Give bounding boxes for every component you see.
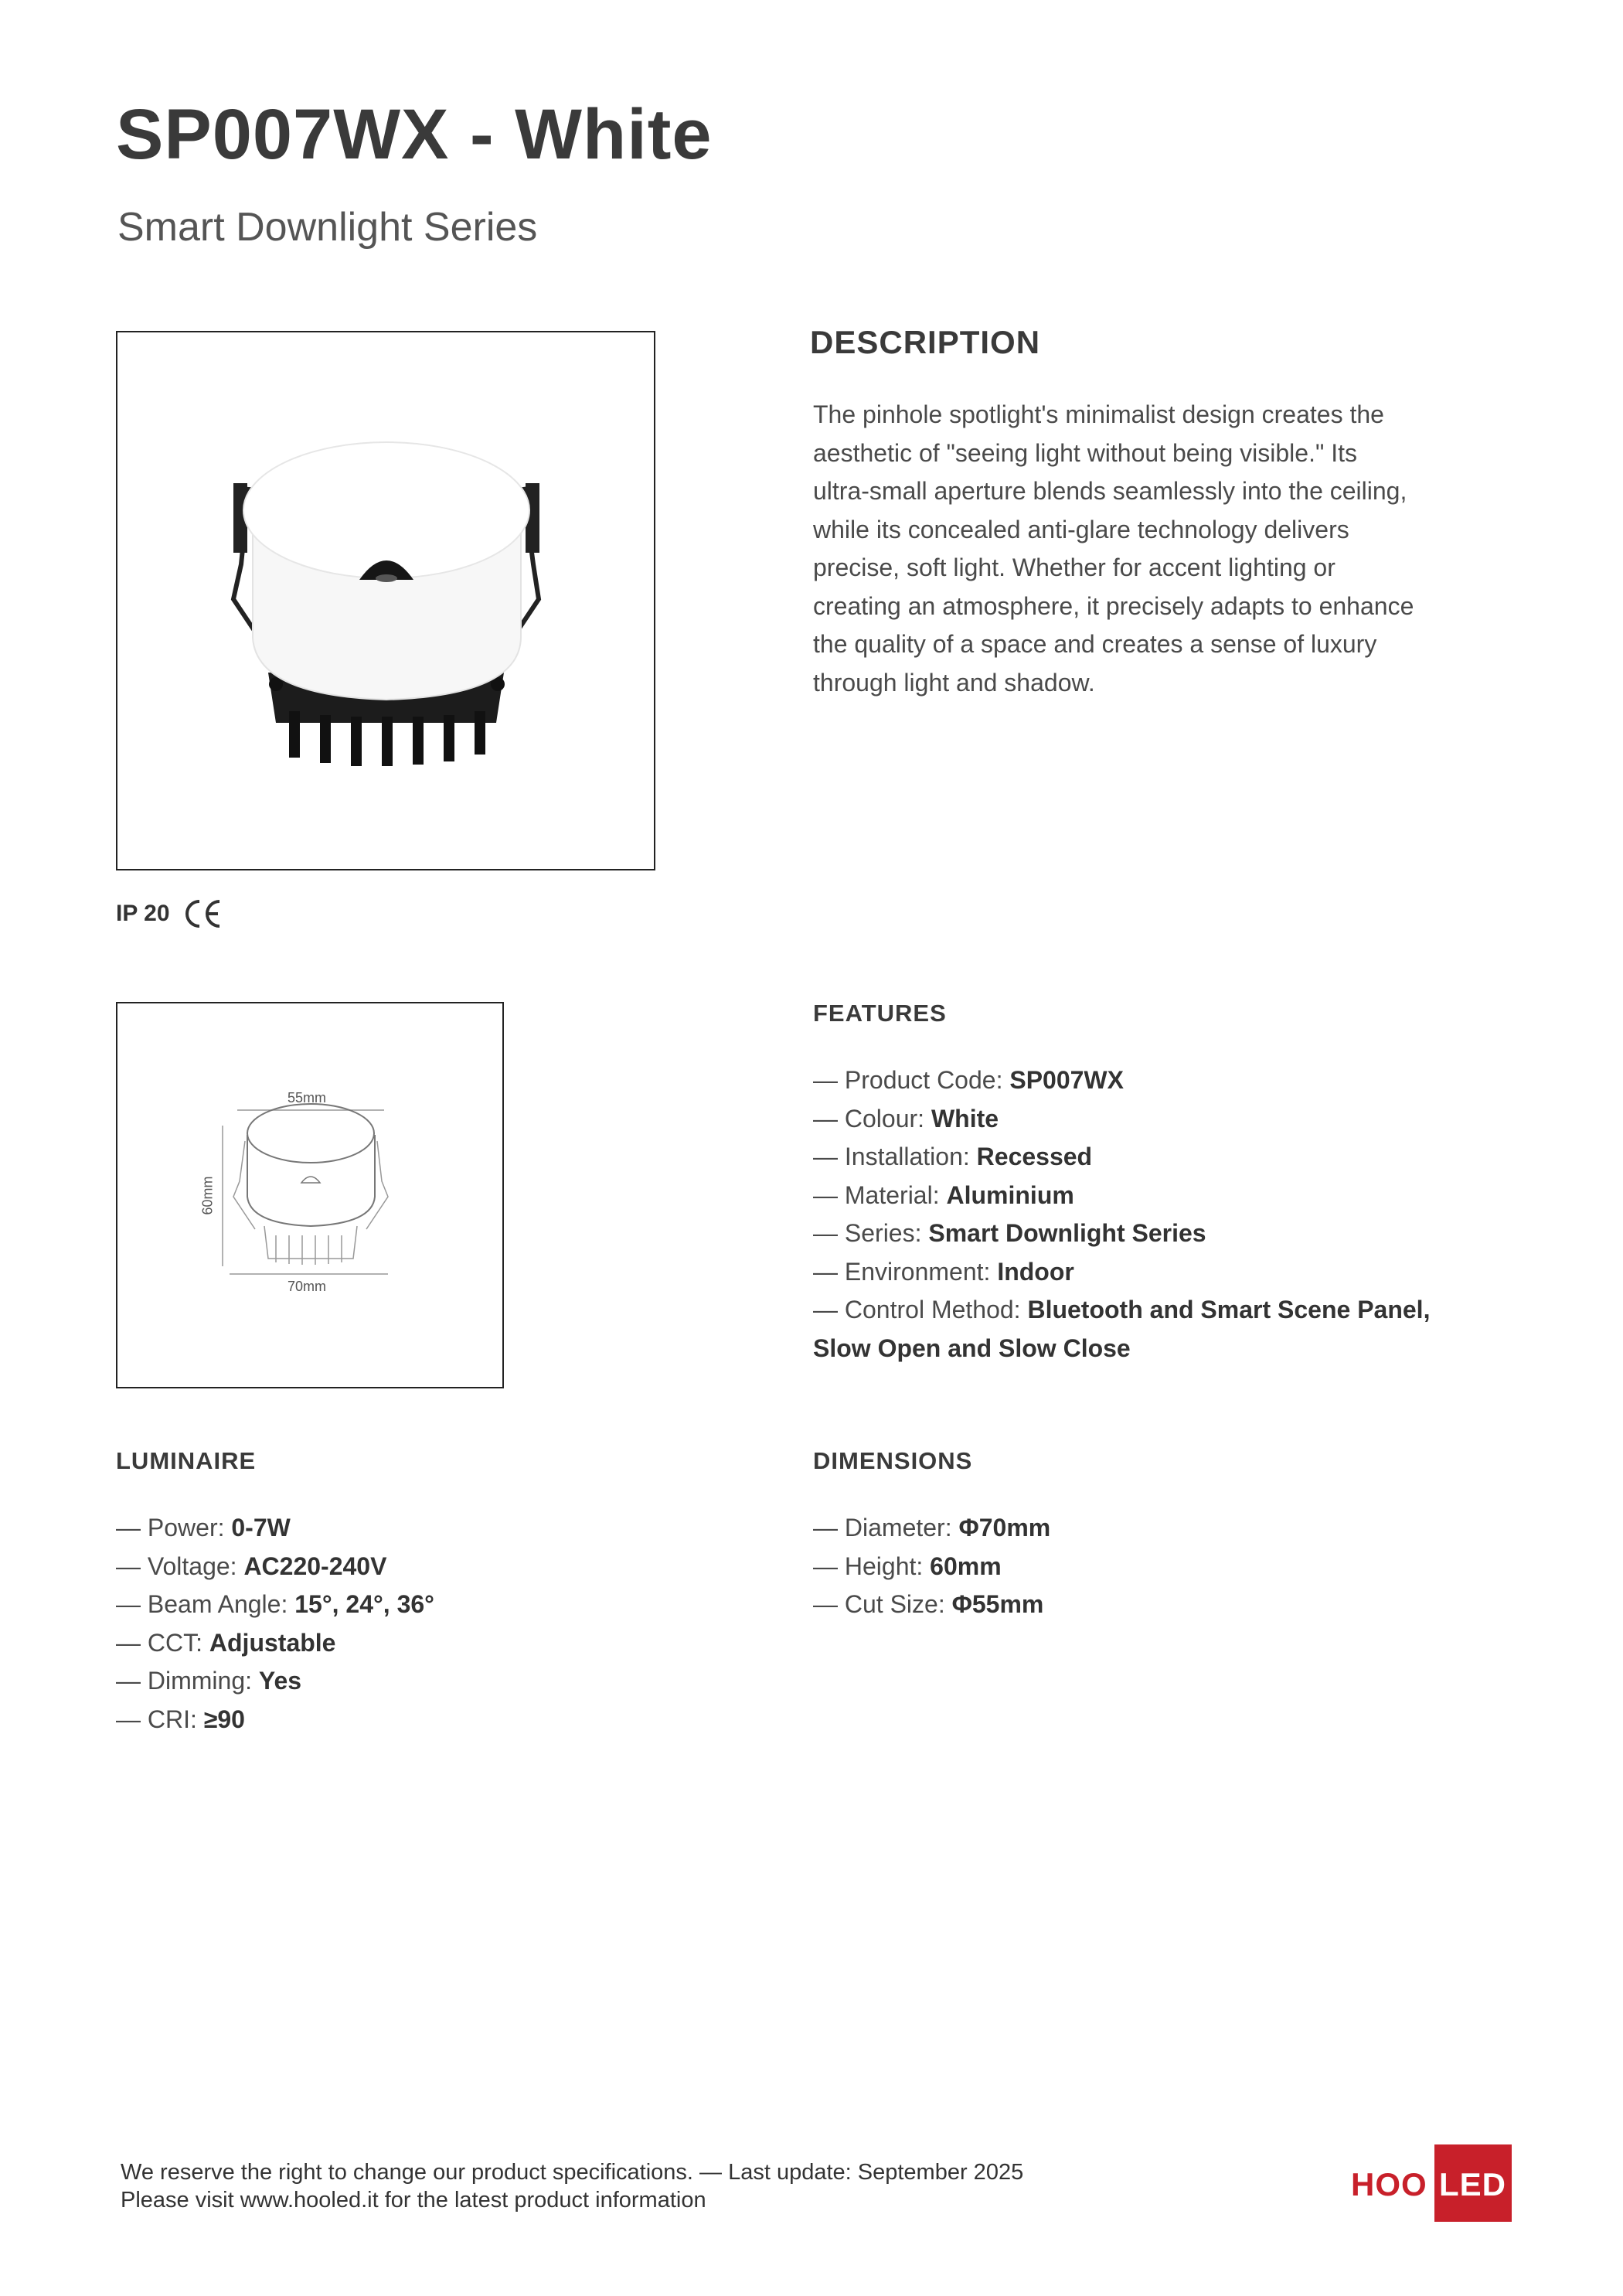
list-item: — Product Code: SP007WX [813, 1066, 1124, 1094]
list-item: — Cut Size: Φ55mm [813, 1590, 1044, 1618]
hooled-logo [1349, 2144, 1512, 2222]
product-photo [117, 332, 654, 869]
description-line: creating an atmosphere, it precisely adapts to enhance [813, 591, 1414, 620]
list-item: — CCT: Adjustable [116, 1628, 336, 1657]
list-item: — Control Method: Bluetooth and Smart Scene Panel, [813, 1296, 1431, 1323]
footer-disclaimer: We reserve the right to change our product specifications. — Last update: September 2025 [121, 2160, 1024, 2185]
product-photo-frame [116, 331, 655, 870]
ip-rating: IP 20 [116, 901, 170, 926]
list-item: — Dimming: Yes [116, 1667, 302, 1695]
description-line: while its concealed anti-glare technology delivers [813, 515, 1349, 543]
top-dimension-label: 55mm [288, 1090, 327, 1105]
list-item: — Diameter: Φ70mm [813, 1514, 1051, 1541]
luminaire-heading: LUMINAIRE [116, 1447, 257, 1474]
description-line: precise, soft light. Whether for accent lighting or [813, 554, 1335, 581]
description-line: The pinhole spotlight's minimalist design creates the [813, 400, 1384, 428]
description-line: aesthetic of "seeing light without being visible." Its [813, 438, 1357, 467]
list-item: — Installation: Recessed [813, 1143, 1093, 1170]
page-title: SP007WX - White [116, 95, 713, 174]
svg-text:HOO: HOO [1351, 2166, 1427, 2202]
side-dimension-label: 60mm [199, 1176, 216, 1215]
footer [121, 2158, 1023, 2214]
list-item: — Material: Aluminium [813, 1180, 1074, 1209]
ce-mark-icon [182, 898, 224, 929]
list-item: — Power: 0-7W [116, 1514, 291, 1541]
list-item: — CRI: ≥90 [116, 1705, 245, 1733]
list-item: — Environment: Indoor [813, 1257, 1074, 1286]
page-subtitle: Smart Downlight Series [117, 205, 538, 250]
description-line: ultra-small aperture blends seamlessly into the ceiling, [813, 477, 1407, 505]
description-text [813, 396, 1524, 702]
list-item: — Series: Smart Downlight Series [813, 1219, 1206, 1247]
luminaire-list [116, 1509, 734, 1739]
description-heading: DESCRIPTION [810, 324, 1041, 360]
description-line: the quality of a space and creates a sense of luxury [813, 630, 1377, 658]
dimension-drawing-frame [116, 1002, 504, 1388]
footer-website-note: Please visit www.hooled.it for the latest product information [121, 2188, 706, 2213]
list-item: Slow Open and Slow Close [813, 1334, 1131, 1362]
list-item: — Colour: White [813, 1104, 999, 1133]
features-heading: FEATURES [813, 1000, 947, 1027]
dimensions-list [813, 1509, 1431, 1624]
dimension-drawing [117, 1003, 502, 1387]
list-item: — Voltage: AC220-240V [116, 1552, 387, 1580]
list-item: — Beam Angle: 15°, 24°, 36° [116, 1590, 434, 1618]
certifications [116, 898, 224, 929]
list-item: — Height: 60mm [813, 1552, 1002, 1580]
svg-text:LED: LED [1439, 2166, 1506, 2202]
bottom-dimension-label: 70mm [288, 1279, 327, 1294]
dimensions-heading: DIMENSIONS [813, 1447, 973, 1474]
features-list [813, 1061, 1540, 1368]
description-line: through light and shadow. [813, 668, 1095, 697]
